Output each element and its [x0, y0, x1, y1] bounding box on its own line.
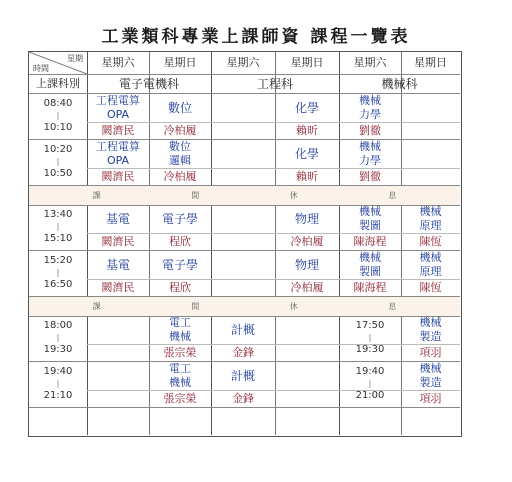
- subject-teacher-divider: [87, 344, 460, 345]
- header-corner: [29, 52, 87, 74]
- subject-cell: 數位 邏輯: [169, 139, 191, 167]
- time-end: 21:00: [355, 390, 385, 401]
- subject-teacher-divider: [87, 233, 460, 234]
- time-separator: |: [368, 333, 372, 342]
- time-slot: [339, 315, 401, 361]
- break-row: [29, 296, 460, 317]
- time-end: 10:50: [43, 168, 73, 179]
- subject-cell: 計概: [230, 322, 255, 337]
- teacher-cell: 程欣: [169, 280, 191, 294]
- break-label: 課 間 休 息: [92, 302, 441, 311]
- subject-cell: 電子學: [161, 257, 198, 272]
- subject-cell: 機械 原理: [419, 250, 442, 278]
- subject-cell: [211, 93, 275, 122]
- time-separator: |: [56, 111, 60, 120]
- teacher-cell: 闕濟民: [101, 234, 135, 248]
- day-header: 星期六: [101, 56, 135, 69]
- subject-cell: [211, 250, 275, 279]
- time-start: 08:40: [43, 98, 73, 109]
- page-title: 工業類科專業上課師資 課程一覽表: [101, 27, 411, 47]
- time-end: 19:30: [43, 344, 73, 355]
- subject-cell: [87, 315, 149, 344]
- subject-cell: 化學: [294, 146, 319, 161]
- category-label: 上課科別: [36, 76, 80, 90]
- row-divider: [29, 407, 460, 408]
- time-slot: [29, 361, 87, 407]
- time-end: 10:10: [43, 122, 73, 133]
- subject-cell: [401, 139, 460, 168]
- schedule-table: [28, 51, 462, 437]
- subject-cell: 基電: [105, 257, 130, 272]
- teacher-cell: [87, 344, 149, 361]
- time-slot: [29, 139, 87, 185]
- subject-cell: 機械 力學: [359, 139, 381, 167]
- teacher-cell: 冷柏履: [163, 169, 197, 183]
- subject-cell: 機械 製圖: [359, 204, 381, 232]
- teacher-cell: 冷柏履: [290, 280, 324, 294]
- time-separator: |: [56, 157, 60, 166]
- teacher-cell: 項羽: [419, 345, 442, 359]
- department-header: 電子電機科: [118, 76, 179, 91]
- teacher-cell: 冷柏履: [290, 234, 324, 248]
- teacher-cell: 闕濟民: [101, 169, 135, 183]
- teacher-cell: 賴昕: [296, 169, 318, 183]
- department-header: 工程科: [256, 76, 293, 91]
- subject-cell: 物理: [294, 257, 319, 272]
- time-slot: [29, 93, 87, 139]
- time-end: 15:10: [43, 233, 73, 244]
- teacher-cell: 闕濟民: [101, 123, 135, 137]
- break-row: [29, 185, 460, 206]
- time-slot: [29, 315, 87, 361]
- time-slot: [29, 250, 87, 296]
- corner-label-time: 時間: [33, 64, 49, 73]
- teacher-cell: [211, 233, 275, 250]
- subject-teacher-divider: [87, 168, 460, 169]
- subject-cell: 電工 機械: [169, 361, 191, 389]
- subject-cell: 機械 製造: [419, 315, 442, 343]
- teacher-cell: 陳恆: [419, 280, 442, 294]
- teacher-cell: 程欣: [169, 234, 191, 248]
- subject-cell: 數位: [167, 100, 192, 115]
- day-header: 星期六: [353, 56, 387, 69]
- subject-cell: 基電: [105, 211, 130, 226]
- time-slot: [339, 361, 401, 407]
- subject-cell: 機械 製造: [419, 361, 442, 389]
- subject-cell: 工程電算 OPA: [96, 139, 140, 167]
- time-separator: |: [56, 222, 60, 231]
- day-header: 星期六: [226, 56, 260, 69]
- time-slot: [29, 204, 87, 250]
- teacher-cell: 賴昕: [296, 123, 318, 137]
- teacher-cell: 陳恆: [419, 234, 442, 248]
- corner-label-weekday: 星期: [67, 54, 83, 63]
- day-header: 星期日: [163, 56, 197, 69]
- teacher-cell: 冷柏履: [163, 123, 197, 137]
- teacher-cell: [211, 168, 275, 185]
- teacher-cell: 張宗榮: [163, 345, 197, 359]
- time-separator: |: [56, 379, 60, 388]
- subject-cell: 計概: [230, 368, 255, 383]
- time-start: 15:20: [43, 255, 73, 266]
- subject-teacher-divider: [87, 390, 460, 391]
- teacher-cell: 張宗榮: [163, 391, 197, 405]
- day-header: 星期日: [414, 56, 447, 69]
- teacher-cell: 劉徹: [359, 169, 381, 183]
- subject-cell: 工程電算 OPA: [96, 93, 140, 121]
- teacher-cell: 項羽: [419, 391, 442, 405]
- subject-cell: 電工 機械: [169, 315, 191, 343]
- teacher-cell: [275, 344, 339, 361]
- time-separator: |: [56, 268, 60, 277]
- teacher-cell: 闕濟民: [101, 280, 135, 294]
- time-start: 17:50: [355, 320, 385, 331]
- teacher-cell: 金鋒: [232, 391, 254, 405]
- teacher-cell: [87, 390, 149, 407]
- time-separator: |: [56, 333, 60, 342]
- teacher-cell: [401, 122, 460, 139]
- time-start: 19:40: [355, 366, 385, 377]
- subject-teacher-divider: [87, 279, 460, 280]
- teacher-cell: [275, 390, 339, 407]
- subject-cell: 物理: [294, 211, 319, 226]
- time-end: 21:10: [43, 390, 73, 401]
- time-start: 10:20: [43, 144, 73, 155]
- break-label: 課 間 休 息: [92, 191, 441, 200]
- teacher-cell: 陳海程: [353, 280, 387, 294]
- time-separator: |: [368, 379, 372, 388]
- time-end: 16:50: [43, 279, 73, 290]
- teacher-cell: 陳海程: [353, 234, 387, 248]
- subject-cell: [211, 139, 275, 168]
- subject-cell: [275, 315, 339, 344]
- subject-cell: [87, 361, 149, 390]
- time-end: 19:30: [355, 344, 385, 355]
- subject-cell: [401, 93, 460, 122]
- teacher-cell: 金鋒: [232, 345, 254, 359]
- teacher-cell: [211, 122, 275, 139]
- department-header: 機械科: [381, 76, 418, 91]
- teacher-cell: 劉徹: [359, 123, 381, 137]
- subject-cell: [275, 361, 339, 390]
- subject-teacher-divider: [87, 122, 460, 123]
- subject-cell: 機械 製圖: [359, 250, 381, 278]
- subject-cell: 電子學: [161, 211, 198, 226]
- teacher-cell: [401, 168, 460, 185]
- time-start: 13:40: [43, 209, 73, 220]
- subject-cell: [211, 204, 275, 233]
- time-start: 19:40: [43, 366, 73, 377]
- subject-cell: 機械 力學: [359, 93, 381, 121]
- subject-cell: 機械 原理: [419, 204, 442, 232]
- subject-cell: 化學: [294, 100, 319, 115]
- day-header: 星期日: [290, 56, 324, 69]
- time-start: 18:00: [43, 320, 73, 331]
- teacher-cell: [211, 279, 275, 296]
